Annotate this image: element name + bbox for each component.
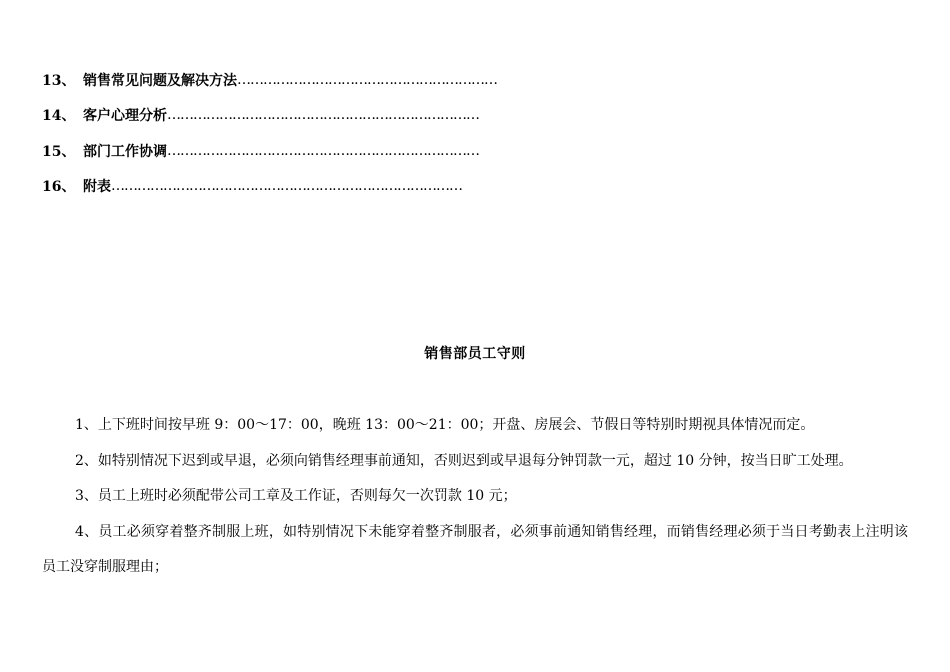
rule-paragraph-3: 3、员工上班时必须配带公司工章及工作证，否则每欠一次罚款 10 元；: [75, 488, 517, 504]
toc-entry-title: 附表: [83, 179, 111, 196]
toc-leader-dots: ……………………………………………………: [237, 71, 497, 88]
toc-leader-dots: ………………………………………………………………: [167, 142, 479, 159]
toc-entry-number: 15、: [42, 143, 76, 160]
toc-leader-dots: ………………………………………………………………: [167, 107, 479, 124]
table-of-contents: [42, 62, 521, 204]
rules-body: [42, 408, 908, 586]
rule-paragraph-1: 1、上下班时间按早班 9：00～17：00，晚班 13：00～21：00；开盘、房展会、节假日等特别时期视具体情况而定。: [75, 417, 815, 433]
toc-entry-15[interactable]: [42, 133, 521, 169]
toc-entry-title: 销售常见问题及解决方法: [83, 72, 237, 89]
toc-entry-16[interactable]: [42, 169, 521, 205]
toc-entry-number: 14、: [42, 108, 76, 125]
toc-entry-number: 16、: [42, 179, 76, 196]
toc-entry-14[interactable]: [42, 98, 521, 134]
toc-entry-title: 客户心理分析: [83, 108, 167, 125]
toc-leader-dots: ………………………………………………………………………: [111, 178, 462, 195]
section-heading: 销售部员工守则: [424, 346, 526, 362]
rule-paragraph-2: 2、如特别情况下迟到或早退，必须向销售经理事前通知，否则迟到或早退每分钟罚款一元，超过 10 分钟，按当日旷工处理。: [75, 452, 853, 469]
toc-entry-number: 13、: [42, 72, 76, 89]
toc-entry-title: 部门工作协调: [83, 143, 167, 160]
rule-paragraph-4: 4、员工必须穿着整齐制服上班，如特别情况下未能穿着整齐制服者，必须事前通知销售经理，而销售经理必须于当日考勤表上注明该员工没穿制服理由；: [42, 523, 908, 575]
toc-entry-13[interactable]: [42, 62, 521, 98]
